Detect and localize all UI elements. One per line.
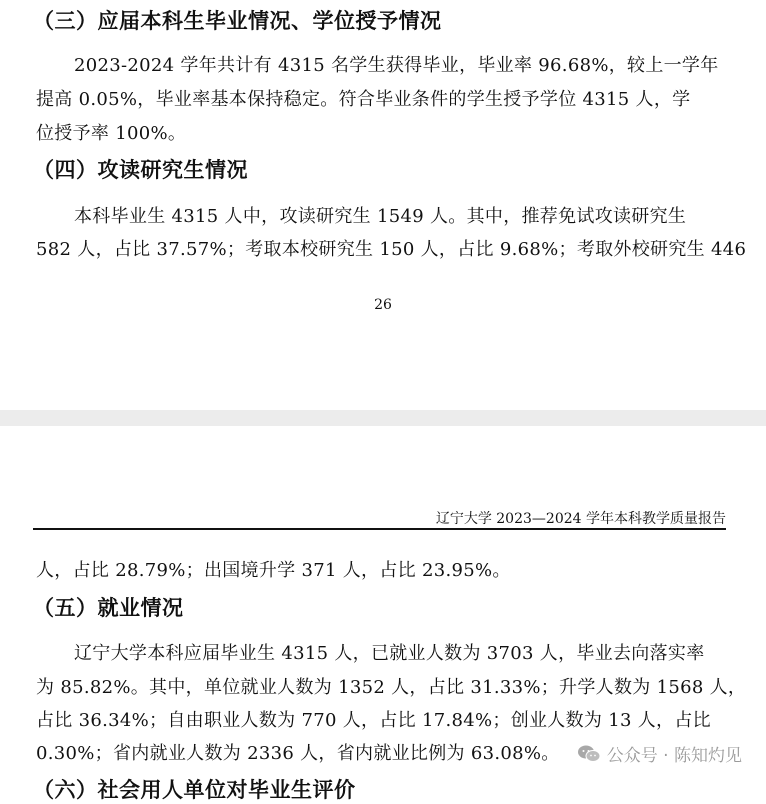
- paragraph-line: 占比 36.34%；自由职业人数为 770 人，占比 17.84%；创业人数为 13 人，占比: [36, 710, 711, 731]
- paragraph-line: 人，占比 28.79%；出国境升学 371 人，占比 23.95%。: [36, 560, 511, 581]
- watermark: [577, 741, 742, 766]
- section-heading-graduate-study: （四）攻读研究生情况: [33, 158, 248, 182]
- paragraph-line: 本科毕业生 4315 人中，攻读研究生 1549 人。其中，推荐免试攻读研究生: [74, 206, 687, 227]
- section-heading-graduation: （三）应届本科生毕业情况、学位授予情况: [33, 9, 442, 33]
- section-heading-employer-evaluation: （六）社会用人单位对毕业生评价: [33, 778, 356, 802]
- paragraph-line: 辽宁大学本科应届毕业生 4315 人，已就业人数为 3703 人，毕业去向落实率: [74, 643, 705, 664]
- wechat-icon: [577, 744, 601, 764]
- report-page-27: [0, 426, 766, 802]
- section-heading-employment: （五）就业情况: [33, 596, 184, 620]
- page-separator: [0, 410, 766, 426]
- paragraph-line: 提高 0.05%，毕业率基本保持稳定。符合毕业条件的学生授予学位 4315 人，学: [36, 89, 691, 110]
- watermark-text: 公众号 · 陈知灼见: [606, 746, 742, 766]
- paragraph-line: 为 85.82%。其中，单位就业人数为 1352 人，占比 31.33%；升学人数为 1568 人，: [36, 677, 747, 698]
- paragraph-line: 0.30%；省内就业人数为 2336 人，省内就业比例为 63.08%。: [36, 743, 560, 764]
- paragraph-line: 582 人，占比 37.57%；考取本校研究生 150 人，占比 9.68%；考取外校研究生 446: [36, 239, 747, 260]
- paragraph-line: 2023-2024 学年共计有 4315 名学生获得毕业，毕业率 96.68%，较上一学年: [74, 55, 719, 76]
- header-rule: [33, 528, 726, 530]
- paragraph-line: 位授予率 100%。: [36, 123, 187, 144]
- running-header: 辽宁大学 2023—2024 学年本科教学质量报告: [435, 511, 726, 527]
- page-number: 26: [374, 297, 392, 313]
